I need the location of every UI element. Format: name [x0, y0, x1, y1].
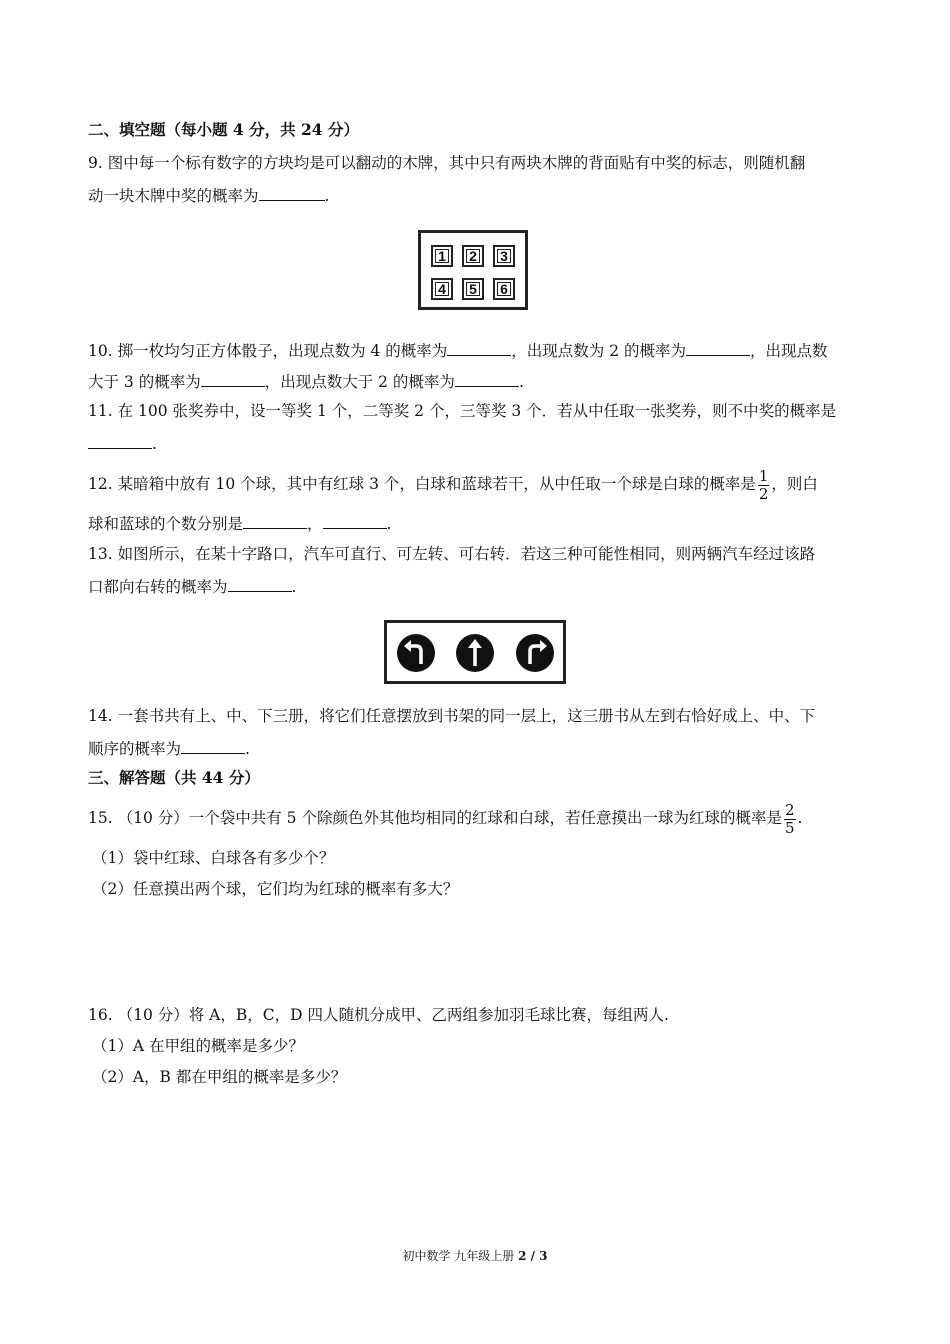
footer-text: 初中数学 九年级上册 — [402, 1249, 519, 1263]
tile-5: 5 — [462, 278, 484, 300]
q10-line1 — [88, 339, 828, 361]
q15-part1: （1）袋中红球、白球各有多少个？ — [92, 849, 335, 867]
q12-frac-num: 1 — [758, 466, 769, 485]
q10-blank-1 — [447, 339, 511, 356]
q15-text: 15. （10 分）一个袋中共有 5 个除颜色外其他均相同的红球和白球，若任意摸出一球为红球的概率是 — [88, 809, 782, 827]
traffic-sign-board — [384, 620, 566, 684]
q13-answer-blank — [228, 575, 292, 592]
section2-heading: 二、填空题（每小题 4 分，共 24 分） — [88, 120, 359, 139]
q10-blank-3 — [201, 370, 265, 387]
q16-part2: （2）A，B 都在甲组的概率是多少？ — [92, 1068, 347, 1086]
q15-frac-num: 2 — [784, 800, 795, 819]
q14-text: 顺序的概率为 — [88, 740, 182, 758]
q15-frac-den: 5 — [784, 818, 795, 837]
q13-text: 口都向右转的概率为 — [88, 578, 228, 596]
q10-text-d: 大于 3 的概率为 — [88, 373, 201, 391]
q12-sep: ， — [307, 515, 323, 533]
q13-period: . — [291, 578, 297, 596]
q10-period: . — [518, 373, 524, 391]
q13-line1: 13. 如图所示，在某十字路口，汽车可直行、可左转、可右转．若这三种可能性相同，则两辆汽车经过该路 — [88, 545, 816, 563]
q12-frac-den: 2 — [758, 484, 769, 503]
footer-page-number: 2 / 3 — [518, 1249, 548, 1263]
q15-stem — [88, 798, 802, 838]
q12-line1 — [88, 464, 818, 504]
q14-period: . — [245, 740, 250, 758]
q10-text-c: ，出现点数 — [750, 342, 828, 360]
page-footer — [0, 1247, 950, 1264]
q9-line2 — [88, 184, 329, 206]
q9-text: 动一块木牌中奖的概率为 — [88, 187, 259, 205]
q10-line2 — [88, 370, 524, 392]
q14-answer-blank — [181, 737, 245, 754]
q13-line2 — [88, 575, 296, 597]
q9-answer-blank — [259, 184, 325, 201]
q12-line2 — [88, 512, 391, 534]
tile-4: 4 — [431, 278, 453, 300]
q12-blank-1 — [243, 512, 307, 529]
q10-text-b: ，出现点数为 2 的概率为 — [511, 342, 687, 360]
q14-line2 — [88, 737, 250, 759]
q11-answer-blank — [88, 432, 152, 449]
tile-board — [418, 230, 528, 310]
q10-blank-4 — [455, 370, 519, 387]
q11-line1: 11. 在 100 张奖券中，设一等奖 1 个，二等奖 2 个，三等奖 3 个．若从中任取一张奖券，则不中奖的概率是 — [88, 402, 837, 420]
q15-period: . — [797, 809, 803, 827]
q15-fraction — [784, 802, 796, 837]
q16-part1: （1）A 在甲组的概率是多少？ — [92, 1037, 304, 1055]
q12-text-c: 球和蓝球的个数分别是 — [88, 515, 244, 533]
q15-part2: （2）任意摸出两个球，它们均为红球的概率有多大？ — [92, 880, 459, 898]
straight-icon — [455, 633, 495, 673]
section3-heading: 三、解答题（共 44 分） — [88, 768, 260, 787]
q10-text-e: ，出现点数大于 2 的概率为 — [264, 373, 455, 391]
tile-2: 2 — [462, 245, 484, 267]
q14-line1: 14. 一套书共有上、中、下三册，将它们任意摆放到书架的同一层上，这三册书从左到右恰好成上、中、下 — [88, 707, 816, 725]
q9-period: . — [324, 187, 330, 205]
q12-fraction — [758, 468, 770, 503]
q11-period: . — [152, 435, 157, 453]
q12-blank-2 — [323, 512, 387, 529]
tile-1: 1 — [431, 245, 453, 267]
q10-blank-2 — [686, 339, 750, 356]
q12-text-a: 12. 某暗箱中放有 10 个球，其中有红球 3 个，白球和蓝球若干，从中任取一个球是白球的概率是 — [88, 475, 756, 493]
q11-line2 — [88, 432, 157, 454]
tile-3: 3 — [493, 245, 515, 267]
q9-line1: 9. 图中每一个标有数字的方块均是可以翻动的木牌，其中只有两块木牌的背面贴有中奖的标志，则随机翻 — [88, 154, 806, 172]
left-turn-icon — [396, 633, 436, 673]
q12-text-b: ，则白 — [771, 475, 818, 493]
q10-text-a: 10. 掷一枚均匀正方体骰子，出现点数为 4 的概率为 — [88, 342, 448, 360]
q16-stem: 16. （10 分）将 A，B，C，D 四人随机分成甲、乙两组参加羽毛球比赛，每组两人. — [88, 1006, 669, 1024]
right-turn-icon — [515, 633, 555, 673]
tile-6: 6 — [493, 278, 515, 300]
q12-period: . — [386, 515, 392, 533]
